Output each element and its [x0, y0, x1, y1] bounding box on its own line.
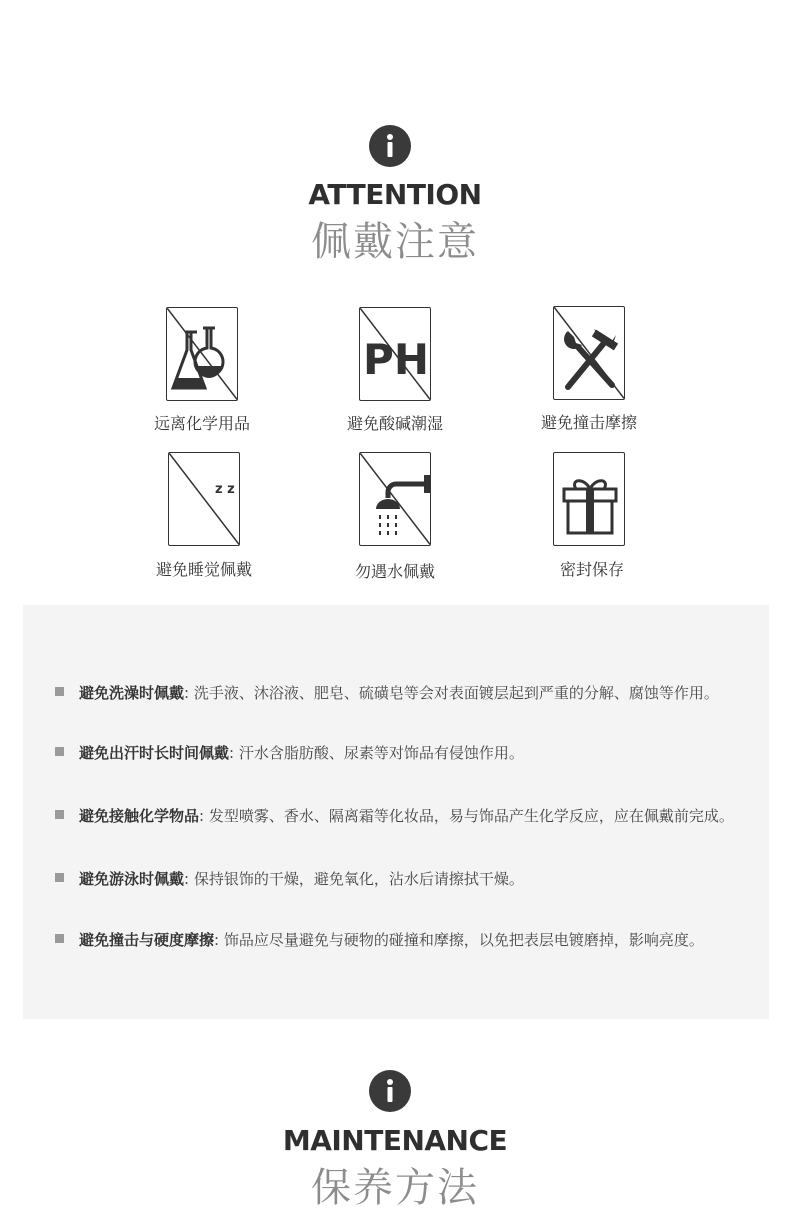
care-item-impact — [553, 306, 625, 400]
bullet-square — [55, 747, 64, 756]
info-icon — [369, 125, 411, 167]
sleep-glyph: z z — [215, 482, 235, 497]
care-label-sleep: 避免睡觉佩戴 — [155, 560, 252, 579]
bullet-square — [55, 687, 64, 696]
list-item — [55, 742, 735, 764]
attention-title: ATTENTION — [308, 178, 482, 211]
care-item-chemicals — [166, 307, 238, 401]
note-heading: 避免洗澡时佩戴 — [79, 684, 185, 702]
chemical-flask-icon — [167, 308, 238, 401]
care-label-chemicals: 远离化学用品 — [153, 414, 250, 433]
list-item — [55, 868, 735, 890]
care-label-water: 勿遇水佩戴 — [354, 562, 435, 581]
maintenance-title: MAINTENANCE — [282, 1124, 508, 1157]
gift-box-icon — [554, 453, 625, 546]
ph-icon — [360, 308, 431, 401]
note-separator: : — [184, 870, 194, 888]
attention-subtitle: 佩戴注意 — [311, 219, 479, 265]
list-item — [55, 805, 735, 827]
care-item-sleep — [168, 452, 240, 546]
moon-sleep-icon — [169, 453, 240, 546]
care-item-ph — [359, 307, 431, 401]
shower-icon — [360, 453, 431, 546]
list-item — [55, 682, 735, 704]
note-separator: : — [184, 684, 194, 702]
note-heading: 避免出汗时长时间佩戴 — [79, 744, 230, 762]
info-icon — [369, 1070, 411, 1112]
care-item-water — [359, 452, 431, 546]
maintenance-subtitle: 保养方法 — [311, 1165, 479, 1211]
note-body: 汗水含脂肪酸、尿素等对饰品有侵蚀作用。 — [238, 744, 524, 762]
care-label-ph: 避免酸碱潮湿 — [346, 414, 443, 433]
ph-glyph: PH — [363, 335, 429, 384]
note-body: 保持银饰的干燥，避免氧化，沾水后请擦拭干燥。 — [193, 870, 524, 888]
note-heading: 避免撞击与硬度摩擦 — [79, 931, 215, 949]
hammer-wrench-icon — [554, 307, 625, 400]
note-body: 饰品应尽量避免与硬物的碰撞和摩擦，以免把表层电镀磨掉，影响亮度。 — [223, 931, 704, 949]
care-label-impact: 避免撞击摩擦 — [540, 413, 637, 432]
care-label-sealed: 密封保存 — [559, 560, 624, 579]
care-item-sealed — [553, 452, 625, 546]
note-heading: 避免游泳时佩戴 — [79, 870, 185, 888]
note-separator: : — [214, 931, 224, 949]
note-separator: : — [199, 807, 209, 825]
bullet-square — [55, 810, 64, 819]
list-item — [55, 929, 735, 951]
note-body: 洗手液、沐浴液、肥皂、硫磺皂等会对表面镀层起到严重的分解、腐蚀等作用。 — [193, 684, 719, 702]
bullet-square — [55, 873, 64, 882]
note-body: 发型喷雾、香水、隔离霜等化妆品，易与饰品产生化学反应，应在佩戴前完成。 — [208, 807, 734, 825]
note-heading: 避免接触化学物品 — [79, 807, 200, 825]
bullet-square — [55, 934, 64, 943]
note-separator: : — [229, 744, 239, 762]
